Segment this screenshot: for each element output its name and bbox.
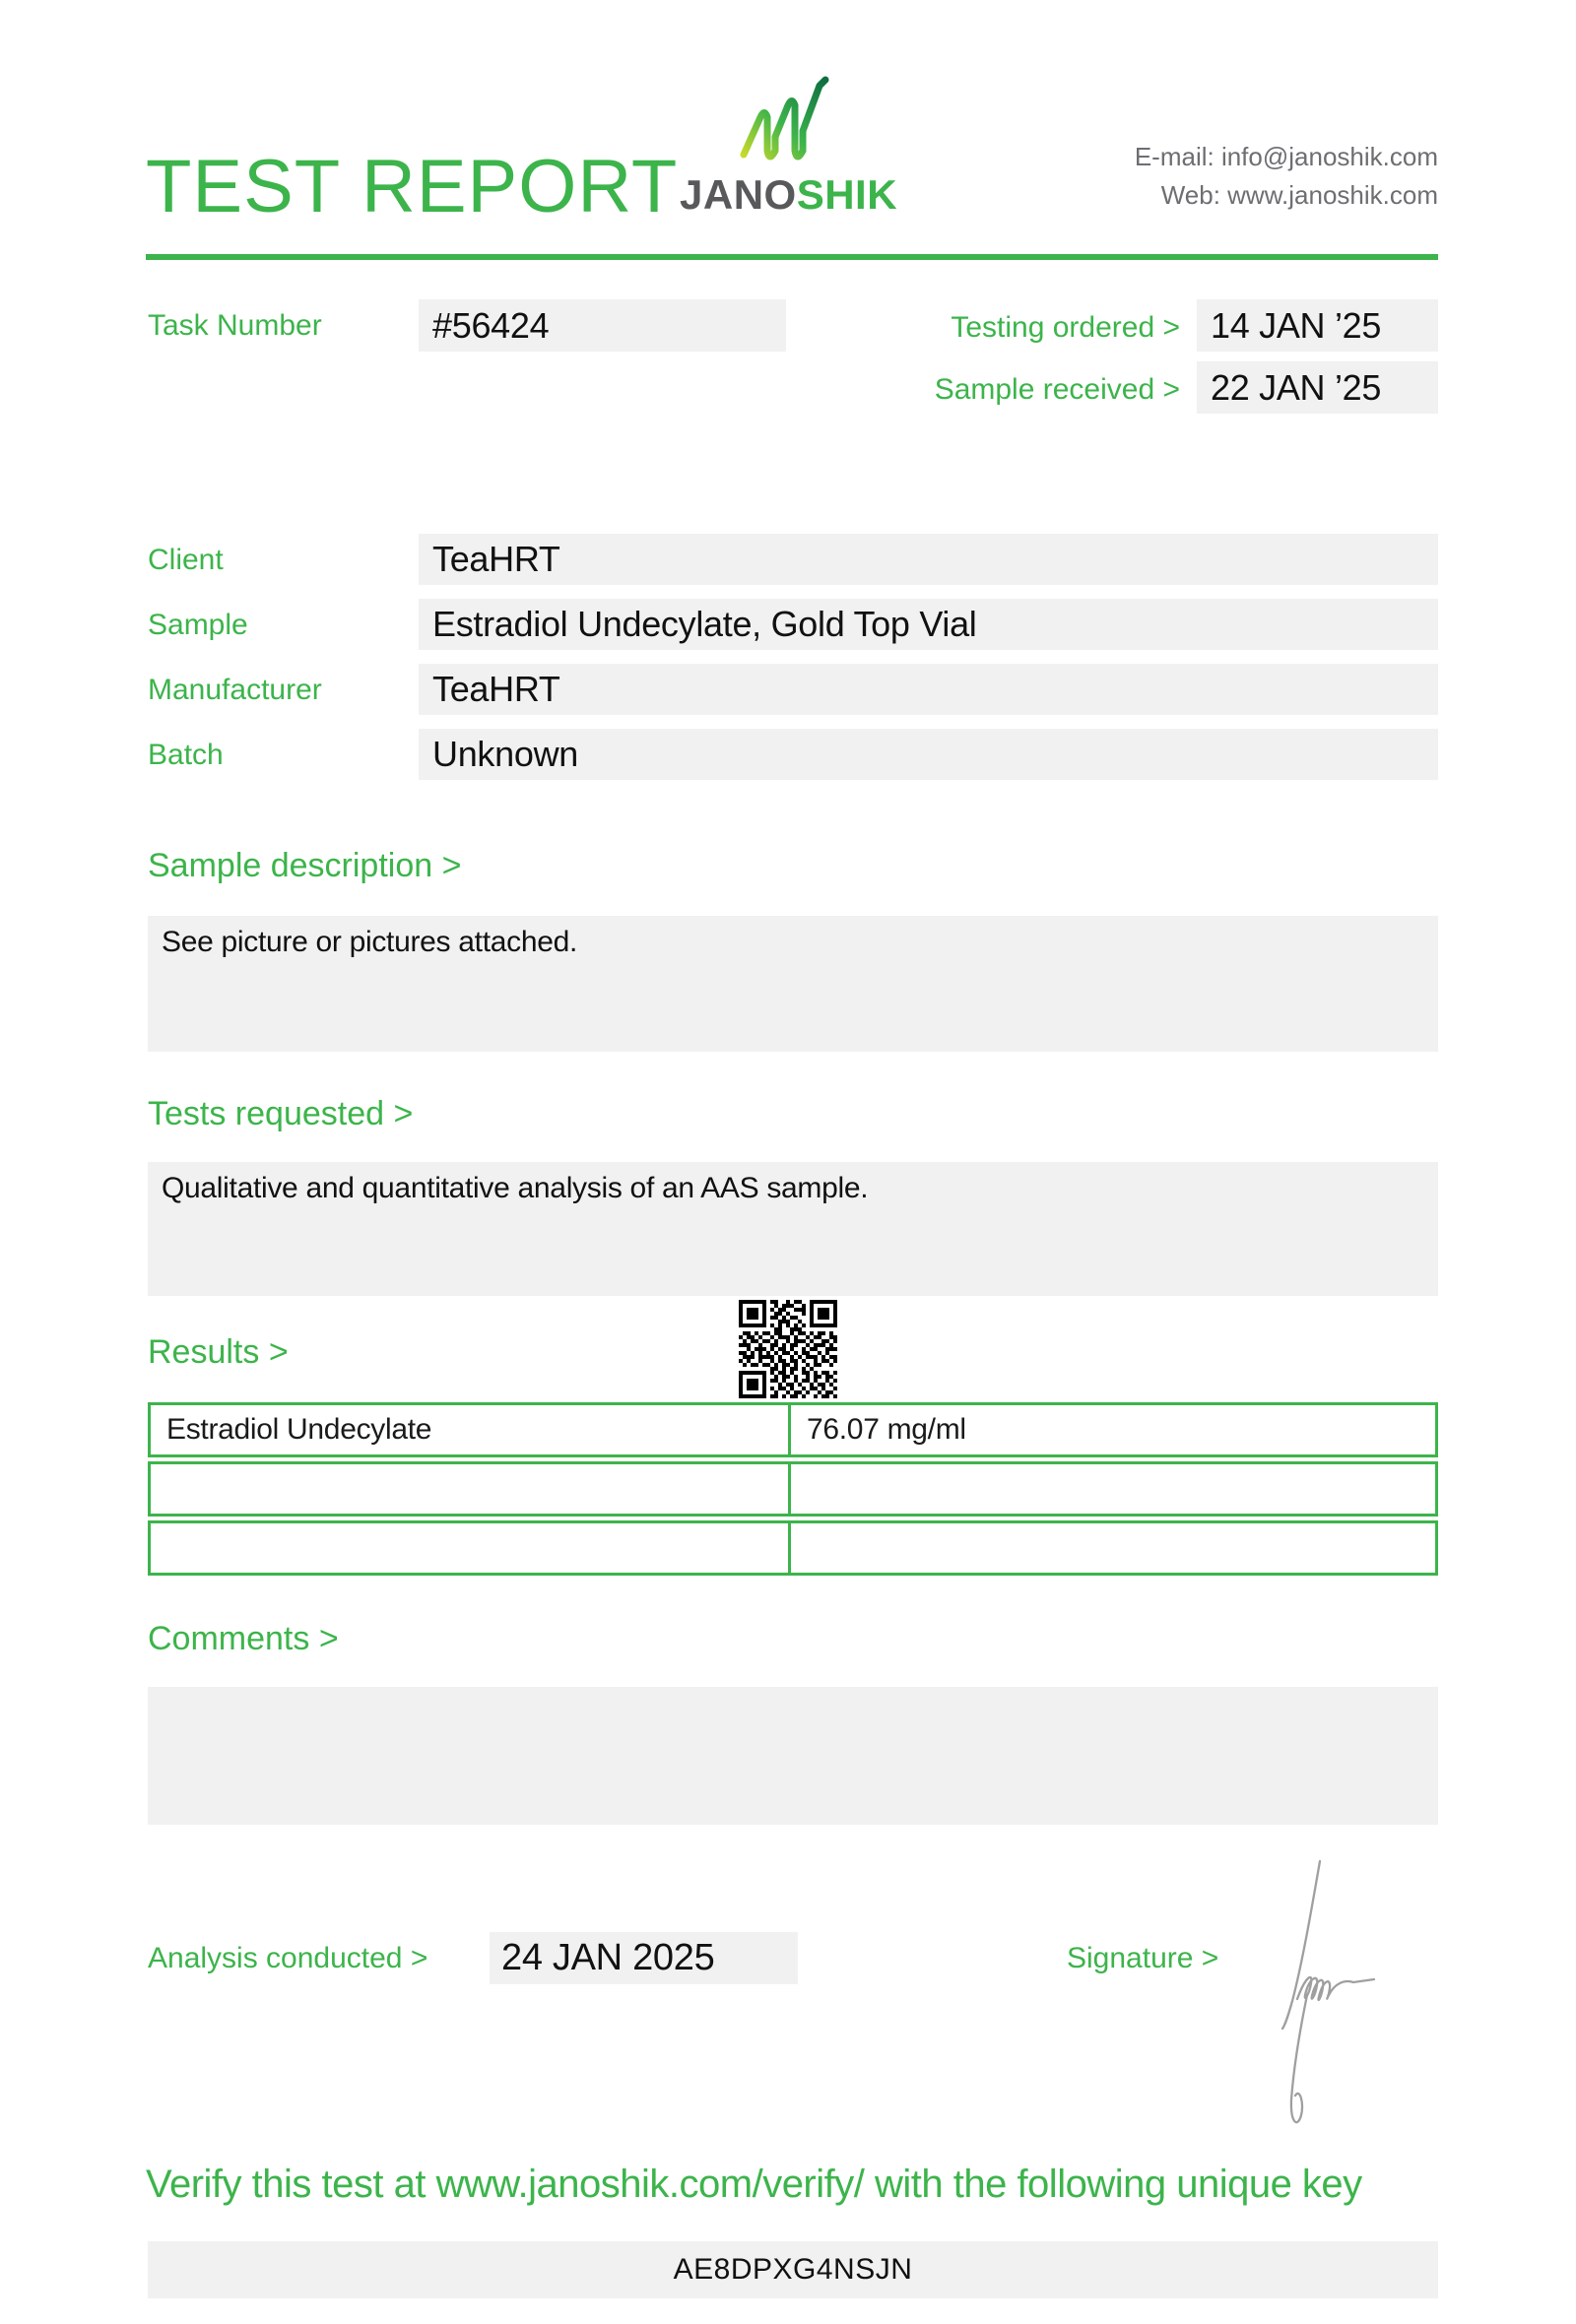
logo-wordmark-shik: SHIK xyxy=(796,171,898,218)
results-row xyxy=(148,1520,1438,1576)
client-label: Client xyxy=(148,544,224,576)
contact-block xyxy=(1135,138,1438,215)
task-number-box xyxy=(419,299,786,352)
logo-wordmark-jano: JANO xyxy=(680,171,797,218)
testing-ordered-label: Testing ordered > xyxy=(951,311,1180,344)
tests-requested-box xyxy=(148,1162,1438,1296)
sample-box xyxy=(419,599,1438,650)
sample-received-date: 22 JAN ’25 xyxy=(1211,367,1382,408)
tests-requested-text: Qualitative and quantitative analysis of an AAS sample. xyxy=(162,1172,869,1204)
results-row xyxy=(148,1461,1438,1517)
sample-description-box xyxy=(148,916,1438,1052)
batch-label: Batch xyxy=(148,739,224,771)
task-number-label: Task Number xyxy=(148,309,322,342)
testing-ordered-date: 14 JAN ’25 xyxy=(1211,305,1382,346)
logo-chart-icon xyxy=(739,75,837,167)
result-substance xyxy=(151,1523,791,1573)
header-divider xyxy=(146,254,1438,260)
testing-ordered-box xyxy=(1197,299,1438,352)
results-table xyxy=(148,1402,1438,1580)
tests-requested-heading: Tests requested > xyxy=(148,1095,414,1132)
contact-web: Web: www.janoshik.com xyxy=(1160,180,1438,210)
signature-label: Signature > xyxy=(1067,1942,1219,1974)
manufacturer-box xyxy=(419,664,1438,715)
result-substance: Estradiol Undecylate xyxy=(151,1405,791,1454)
sample-description-text: See picture or pictures attached. xyxy=(162,926,578,958)
client-box xyxy=(419,534,1438,585)
sample-description-heading: Sample description > xyxy=(148,847,462,884)
sample-value: Estradiol Undecylate, Gold Top Vial xyxy=(432,604,977,644)
verify-key-box xyxy=(148,2241,1438,2298)
result-value xyxy=(791,1464,1435,1514)
result-substance xyxy=(151,1464,791,1514)
results-heading: Results > xyxy=(148,1333,289,1371)
signature-image xyxy=(1256,1832,1473,2147)
sample-label: Sample xyxy=(148,609,248,641)
manufacturer-label: Manufacturer xyxy=(148,674,322,706)
verify-key: AE8DPXG4NSJN xyxy=(673,2253,913,2286)
result-value: 76.07 mg/ml xyxy=(807,1413,966,1446)
analysis-date: 24 JAN 2025 xyxy=(501,1937,715,1978)
task-number-value: #56424 xyxy=(432,305,550,346)
client-value: TeaHRT xyxy=(432,539,560,579)
result-value xyxy=(791,1523,1435,1573)
contact-email: E-mail: info@janoshik.com xyxy=(1134,142,1438,171)
manufacturer-value: TeaHRT xyxy=(432,669,560,709)
verify-instruction: Verify this test at www.janoshik.com/verify/ with the following unique key xyxy=(146,2163,1362,2206)
sample-received-box xyxy=(1197,361,1438,414)
results-row xyxy=(148,1402,1438,1457)
qr-code xyxy=(739,1300,837,1398)
analysis-conducted-label: Analysis conducted > xyxy=(148,1942,428,1974)
analysis-date-box xyxy=(490,1932,798,1984)
batch-box xyxy=(419,729,1438,780)
comments-heading: Comments > xyxy=(148,1620,339,1657)
page-title: TEST REPORT xyxy=(146,145,679,228)
batch-value: Unknown xyxy=(432,734,578,774)
sample-received-label: Sample received > xyxy=(934,373,1180,406)
logo-wordmark xyxy=(680,171,902,219)
comments-box xyxy=(148,1687,1438,1825)
